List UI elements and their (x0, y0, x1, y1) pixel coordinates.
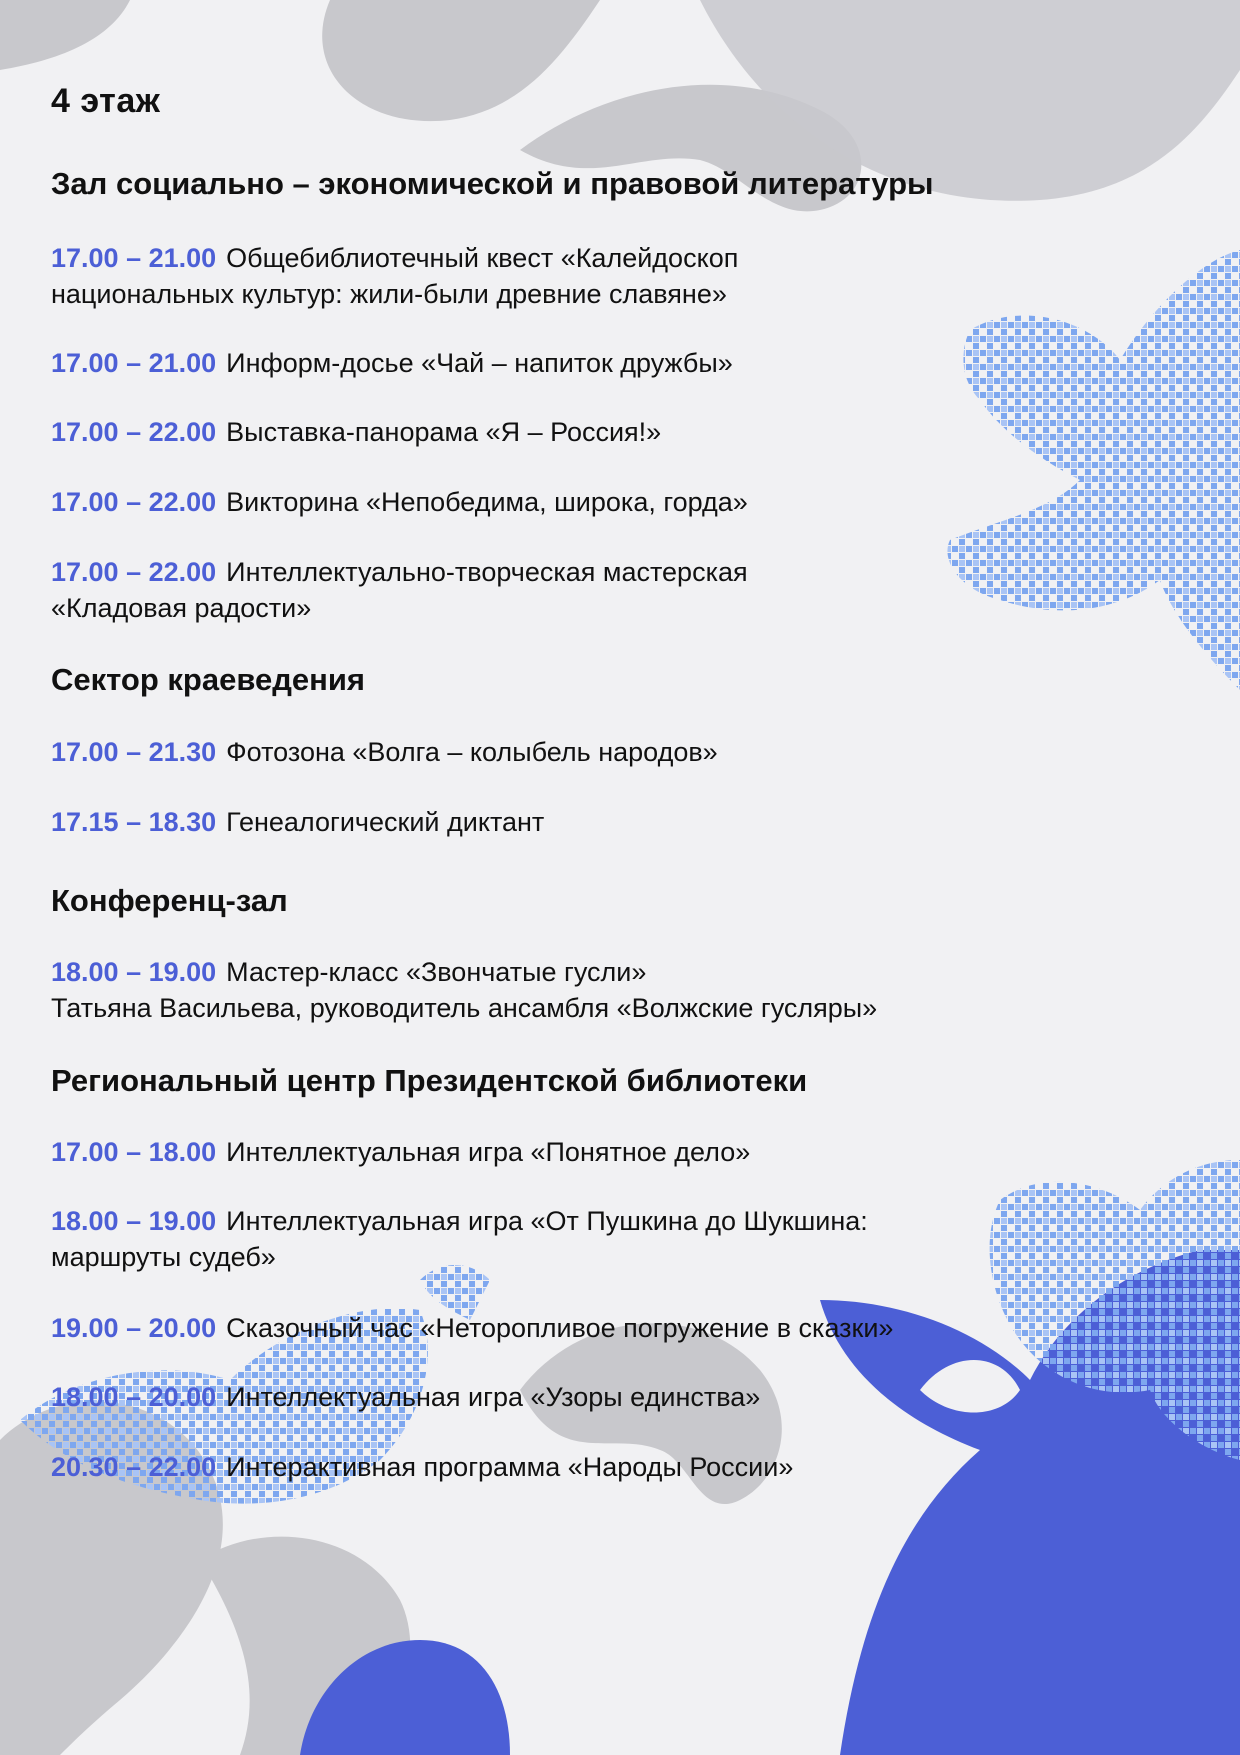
section-title-local-history: Сектор краеведения (51, 662, 366, 697)
event-time: 17.00 – 21.00 (51, 348, 217, 378)
event-text: Интеллектуальная игра «От Пушкина до Шукшина: (226, 1206, 868, 1236)
event-time: 17.00 – 22.00 (51, 557, 217, 587)
event-text: Сказочный час «Неторопливое погружение в сказки» (226, 1313, 894, 1343)
event-text-continued: Татьяна Васильева, руководитель ансамбля «Волжские гусляры» (51, 993, 878, 1023)
event-time: 17.15 – 18.30 (51, 807, 217, 837)
event-text: Викторина «Непобедима, широка, горда» (226, 487, 748, 517)
floor-title: 4 этаж (51, 82, 161, 120)
event-time: 18.00 – 20.00 (51, 1382, 217, 1412)
event-item (51, 734, 718, 770)
cross-stitch-pattern-right (947, 250, 1240, 690)
section-title-social-economic-hall: Зал социально – экономической и правовой литературы (51, 166, 934, 201)
event-item (51, 345, 733, 381)
event-text: Интерактивная программа «Народы России» (226, 1452, 794, 1482)
event-item (51, 1449, 793, 1485)
section-title-presidential-library-center: Региональный центр Президентской библиотеки (51, 1063, 808, 1098)
event-item (51, 1134, 750, 1170)
event-time: 17.00 – 18.00 (51, 1137, 217, 1167)
section-title-conference-hall: Конференц-зал (51, 883, 288, 918)
event-item (51, 1203, 868, 1275)
event-time: 19.00 – 20.00 (51, 1313, 217, 1343)
event-item (51, 484, 748, 520)
event-text: Интеллектуальная игра «Понятное дело» (226, 1137, 751, 1167)
event-text: Информ-досье «Чай – напиток дружбы» (226, 348, 733, 378)
event-text: Мастер-класс «Звончатые гусли» (226, 957, 647, 987)
event-text-continued: национальных культур: жили-были древние славяне» (51, 279, 727, 309)
event-time: 18.00 – 19.00 (51, 957, 217, 987)
event-time: 20.30 – 22.00 (51, 1452, 217, 1482)
event-item (51, 240, 738, 312)
event-time: 17.00 – 21.30 (51, 737, 217, 767)
event-text: Интеллектуально-творческая мастерская (226, 557, 748, 587)
event-text-continued: маршруты судеб» (51, 1242, 276, 1272)
event-text: Выставка-панорама «Я – Россия!» (226, 417, 662, 447)
event-item (51, 1310, 893, 1346)
event-item (51, 554, 748, 626)
event-time: 17.00 – 22.00 (51, 417, 217, 447)
event-time: 17.00 – 21.00 (51, 243, 217, 273)
event-text: Фотозона «Волга – колыбель народов» (226, 737, 718, 767)
event-text: Генеалогический диктант (226, 807, 545, 837)
event-text: Интеллектуальная игра «Узоры единства» (226, 1382, 761, 1412)
event-time: 17.00 – 22.00 (51, 487, 217, 517)
event-text-continued: «Кладовая радости» (51, 593, 312, 623)
event-item (51, 804, 544, 840)
event-time: 18.00 – 19.00 (51, 1206, 217, 1236)
event-item (51, 414, 661, 450)
event-text: Общебиблиотечный квест «Калейдоскоп (226, 243, 739, 273)
event-item (51, 1379, 760, 1415)
event-item (51, 954, 877, 1026)
